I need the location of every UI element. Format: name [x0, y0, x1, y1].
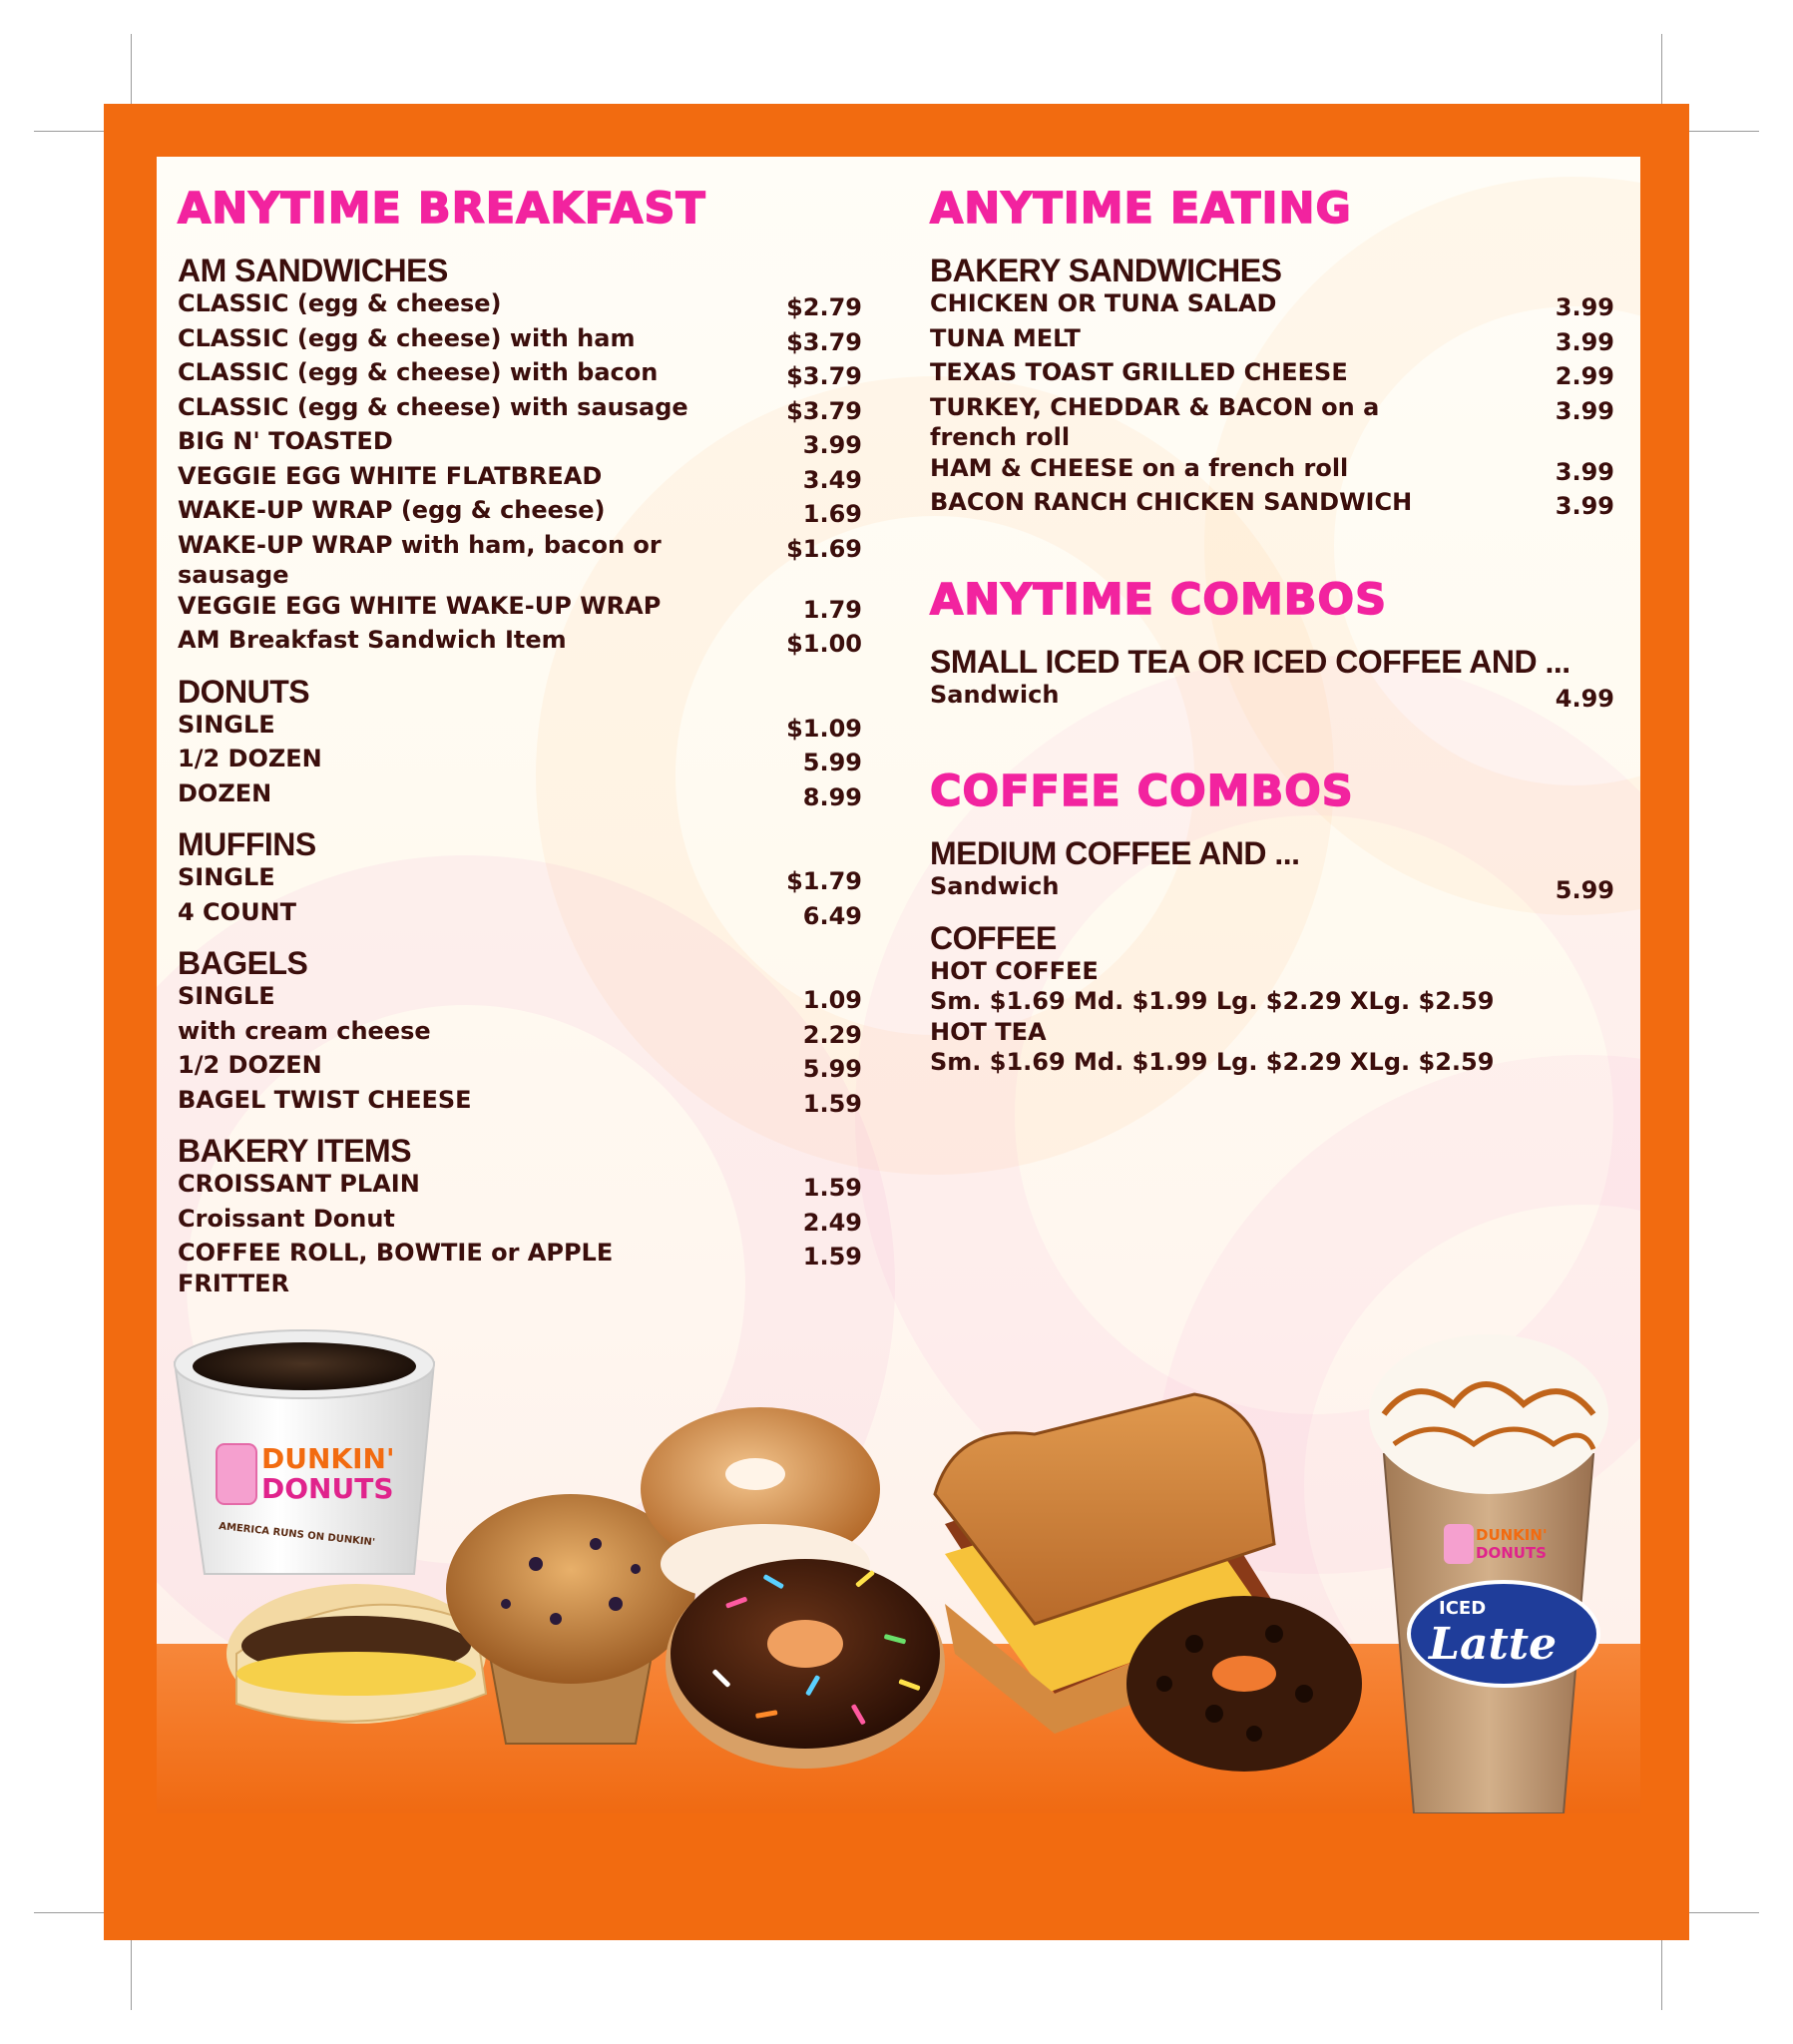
menu-group [178, 826, 862, 931]
menu-item-row [930, 487, 1614, 522]
menu-item-price: $1.69 [786, 534, 862, 563]
menu-item-name: 1/2 DOZEN [178, 1051, 322, 1079]
menu-item-row [178, 1238, 862, 1298]
category-heading: SMALL ICED TEA OR ICED COFFEE AND ... [930, 643, 1570, 680]
crop-mark [1661, 1930, 1662, 2010]
menu-item-row [930, 680, 1614, 715]
latte-logo-text: DUNKIN' [1476, 1526, 1548, 1544]
menu-item-name: VEGGIE EGG WHITE WAKE-UP WRAP [178, 591, 662, 620]
coffee-price-line: Sm. $1.69 Md. $1.99 Lg. $2.29 XLg. $2.59 [930, 1048, 1495, 1076]
menu-item-row [178, 1204, 862, 1239]
menu-item-row [930, 323, 1614, 358]
menu-item-name: COFFEE ROLL, BOWTIE or APPLE FRITTER [178, 1239, 614, 1297]
menu-item-price: 1.79 [802, 595, 862, 624]
menu-item-name: TUNA MELT [930, 323, 1081, 352]
menu-item-name: CHICKEN OR TUNA SALAD [930, 289, 1277, 317]
coffee-combos-group [930, 835, 1614, 906]
menu-item-row [178, 461, 862, 496]
menu-item-price: 3.99 [1555, 492, 1614, 520]
coffee-price-line: Sm. $1.69 Md. $1.99 Lg. $2.29 XLg. $2.59 [930, 987, 1495, 1015]
menu-item-name: with cream cheese [178, 1016, 431, 1045]
menu-item-name: 4 COUNT [178, 897, 297, 926]
menu-item-name: 1/2 DOZEN [178, 745, 322, 772]
menu-item-row [930, 453, 1614, 488]
menu-item-row [178, 323, 862, 358]
crop-mark [1679, 131, 1759, 132]
menu-item-name: SINGLE [178, 710, 275, 739]
menu-item-price: 3.99 [1555, 457, 1614, 486]
menu-group [178, 1133, 862, 1298]
menu-item-price: 3.99 [802, 431, 862, 459]
crop-mark [131, 34, 132, 114]
category-heading: BAGELS [178, 945, 308, 981]
menu-item-price: $2.79 [786, 293, 862, 321]
menu-item-price: $1.00 [786, 630, 862, 658]
menu-item-name: Sandwich [930, 680, 1060, 709]
crop-mark [1679, 1912, 1759, 1913]
menu-item-row [178, 530, 862, 591]
section-title: ANYTIME EATING [930, 184, 1352, 234]
menu-item-price: 2.99 [1555, 362, 1614, 390]
menu-item-price: 1.09 [802, 986, 862, 1014]
menu-item-name: BAGEL TWIST CHEESE [178, 1085, 472, 1114]
menu-item-name: CLASSIC (egg & cheese) with bacon [178, 358, 659, 386]
menu-item-name: WAKE-UP WRAP (egg & cheese) [178, 496, 606, 524]
menu-item-row [178, 744, 862, 778]
iced-latte-photo [1369, 1334, 1608, 1813]
menu-item-price: 3.49 [802, 465, 862, 494]
menu-item-price: $3.79 [786, 327, 862, 356]
menu-item-price: 3.99 [1555, 327, 1614, 356]
menu-item-name: WAKE-UP WRAP with ham, bacon or sausage [178, 530, 662, 589]
menu-item-row [178, 710, 862, 745]
menu-item-price: 3.99 [1555, 396, 1614, 425]
menu-item-price: 1.59 [802, 1089, 862, 1118]
menu-item-row [178, 392, 862, 427]
category-heading: MUFFINS [178, 826, 316, 862]
menu-item-name: HAM & CHEESE on a french roll [930, 453, 1349, 482]
section-gap [930, 536, 1614, 574]
menu-item-name: Sandwich [930, 872, 1060, 900]
menu-item-name: CLASSIC (egg & cheese) [178, 289, 502, 317]
coffee-group [930, 920, 1614, 1078]
menu-item-row [178, 357, 862, 392]
menu-item-name: TURKEY, CHEDDAR & BACON on a french roll [930, 392, 1380, 451]
menu-item-row [178, 625, 862, 660]
menu-item-name: CLASSIC (egg & cheese) with sausage [178, 392, 688, 421]
menu-item-price: 5.99 [1555, 876, 1614, 904]
menu-item-row [178, 495, 862, 530]
menu-item-price: 5.99 [802, 749, 862, 776]
category-heading: MEDIUM COFFEE AND ... [930, 835, 1300, 871]
category-heading: DONUTS [178, 673, 310, 710]
menu-item-price: $3.79 [786, 396, 862, 425]
anytime-combos-group [930, 644, 1614, 715]
menu-item-row [930, 871, 1614, 906]
menu-item-row [178, 426, 862, 461]
menu-item-price: 6.49 [802, 901, 862, 930]
menu-item-row [178, 981, 862, 1016]
menu-group [178, 253, 862, 660]
menu-item-price: 1.59 [802, 1243, 862, 1271]
menu-item-price: 4.99 [1555, 684, 1614, 713]
menu-item-name: Croissant Donut [178, 1204, 395, 1233]
eating-column [930, 183, 1614, 1092]
menu-item-price: $3.79 [786, 362, 862, 390]
menu-item-name: DOZEN [178, 778, 272, 807]
menu-item-row [178, 1016, 862, 1051]
menu-item-row [178, 1169, 862, 1204]
menu-item-name: TEXAS TOAST GRILLED CHEESE [930, 358, 1348, 386]
latte-logo-text: DONUTS [1476, 1544, 1547, 1562]
menu-item-name: SINGLE [178, 982, 275, 1010]
menu-item-name: SINGLE [178, 863, 275, 891]
category-heading: BAKERY ITEMS [178, 1133, 412, 1169]
menu-item-name: CLASSIC (egg & cheese) with ham [178, 323, 636, 352]
menu-item-name: BACON RANCH CHICKEN SANDWICH [930, 488, 1413, 516]
cup-logo-text: DUNKIN' [261, 1442, 395, 1475]
menu-item-name: AM Breakfast Sandwich Item [178, 626, 567, 654]
chocolate-chip-donut-photo [1126, 1596, 1362, 1772]
menu-item-row [178, 1085, 862, 1120]
cup-slogan: AMERICA RUNS ON DUNKIN' [218, 1521, 376, 1549]
coffee-cup-photo [175, 1330, 434, 1574]
menu-item-price: 3.99 [1555, 293, 1614, 321]
category-heading: BAKERY SANDWICHES [930, 253, 1282, 288]
cup-logo-text: DONUTS [261, 1472, 394, 1505]
menu-item-price: 8.99 [802, 782, 862, 811]
crop-mark [1661, 34, 1662, 114]
menu-item-row [930, 357, 1614, 392]
latte-label-iced: ICED [1439, 1598, 1487, 1619]
menu-item-price: 1.69 [802, 500, 862, 528]
latte-label-latte: Latte [1429, 1619, 1558, 1670]
crop-mark [34, 1912, 114, 1913]
coffee-line: HOT COFFEE [930, 956, 1099, 985]
breakfast-groups [178, 253, 862, 1298]
category-heading: AM SANDWICHES [178, 253, 448, 288]
coffee-line: HOT TEA [930, 1017, 1047, 1046]
menu-item-row [178, 778, 862, 813]
menu-item-price: $1.09 [786, 714, 862, 743]
menu-item-list [930, 871, 1614, 906]
menu-item-row [178, 1050, 862, 1085]
crop-mark [34, 131, 114, 132]
section-gap [930, 728, 1614, 766]
menu-item-name: BIG N' TOASTED [178, 427, 393, 455]
menu-item-name: VEGGIE EGG WHITE FLATBREAD [178, 461, 603, 490]
menu-item-price: 5.99 [802, 1055, 862, 1083]
menu-item-price: $1.79 [786, 867, 862, 895]
bakery-sandwiches-group [930, 253, 1614, 522]
section-title: COFFEE COMBOS [930, 766, 1354, 816]
chocolate-sprinkle-donut-photo [666, 1559, 945, 1769]
menu-item-price: 2.49 [802, 1208, 862, 1237]
menu-item-row [178, 591, 862, 626]
food-photo [157, 1275, 1640, 1813]
section-title: ANYTIME COMBOS [930, 574, 1388, 625]
menu-item-price: 2.29 [802, 1020, 862, 1049]
breakfast-column [178, 183, 862, 1312]
menu-item-row [930, 288, 1614, 323]
section-title: ANYTIME BREAKFAST [178, 184, 706, 234]
menu-item-row [930, 392, 1614, 453]
menu-item-row [178, 288, 862, 323]
category-heading: COFFEE [930, 919, 1057, 956]
menu-item-price: 1.59 [802, 1174, 862, 1202]
menu-group [178, 674, 862, 813]
menu-item-name: CROISSANT PLAIN [178, 1170, 420, 1198]
menu-item-list [930, 680, 1614, 715]
crop-mark [131, 1930, 132, 2010]
wake-up-wrap-photo [226, 1584, 486, 1724]
menu-item-row [178, 897, 862, 932]
menu-item-row [178, 862, 862, 897]
menu-group [178, 945, 862, 1119]
menu-item-list [930, 288, 1614, 522]
